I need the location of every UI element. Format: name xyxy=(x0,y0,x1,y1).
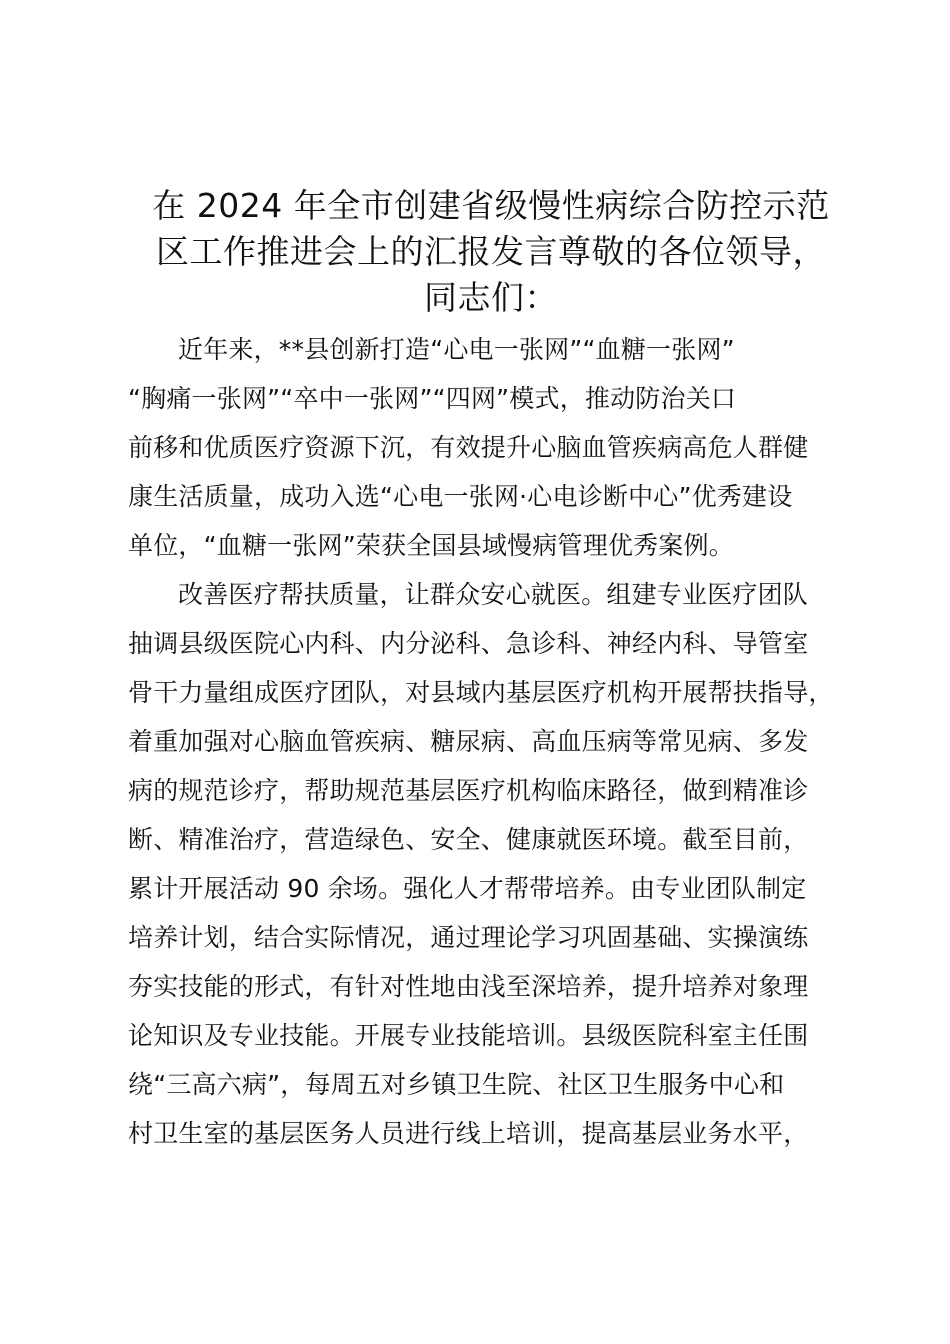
document-page xyxy=(128,183,854,1158)
paragraph-intro xyxy=(128,325,854,570)
title-line: 区工作推进会上的汇报发言尊敬的各位领导， xyxy=(156,232,826,271)
title-line: 在 2024 年全市创建省级慢性病综合防控示范 xyxy=(152,186,830,225)
text-line: 夯实技能的形式，有针对性地由浅至深培养，提升培养对象理 xyxy=(128,972,809,1001)
title-line: 同志们： xyxy=(424,278,558,317)
text-line: 断、精准治疗，营造绿色、安全、健康就医环境。截至目前， xyxy=(128,825,809,854)
text-line: 近年来，**县创新打造“心电一张网”“血糖一张网” xyxy=(178,335,735,364)
text-line: 抽调县级医院心内科、内分泌科、急诊科、神经内科、导管室 xyxy=(128,629,809,658)
text-line: 村卫生室的基层医务人员进行线上培训，提高基层业务水平， xyxy=(128,1119,809,1148)
document-title xyxy=(128,183,854,321)
text-line: “胸痛一张网”“卒中一张网”“四网”模式，推动防治关口 xyxy=(128,384,737,413)
text-line: 改善医疗帮扶质量，让群众安心就医。组建专业医疗团队 xyxy=(178,580,809,609)
text-line: 累计开展活动 90 余场。强化人才帮带培养。由专业团队制定 xyxy=(128,874,807,903)
text-line: 绕“三高六病”，每周五对乡镇卫生院、社区卫生服务中心和 xyxy=(128,1070,785,1099)
text-line: 康生活质量，成功入选“心电一张网·心电诊断中心”优秀建设 xyxy=(128,482,793,511)
text-line: 培养计划，结合实际情况，通过理论学习巩固基础、实操演练 xyxy=(128,923,809,952)
text-line: 单位，“血糖一张网”荣获全国县域慢病管理优秀案例。 xyxy=(128,531,734,560)
paragraph-medical-assistance xyxy=(128,570,854,1158)
text-line: 病的规范诊疗，帮助规范基层医疗机构临床路径，做到精准诊 xyxy=(128,776,809,805)
text-line: 着重加强对心脑血管疾病、糖尿病、高血压病等常见病、多发 xyxy=(128,727,809,756)
text-line: 前移和优质医疗资源下沉，有效提升心脑血管疾病高危人群健 xyxy=(128,433,809,462)
text-line: 骨干力量组成医疗团队，对县域内基层医疗机构开展帮扶指导， xyxy=(128,678,834,707)
text-line: 论知识及专业技能。开展专业技能培训。县级医院科室主任围 xyxy=(128,1021,809,1050)
